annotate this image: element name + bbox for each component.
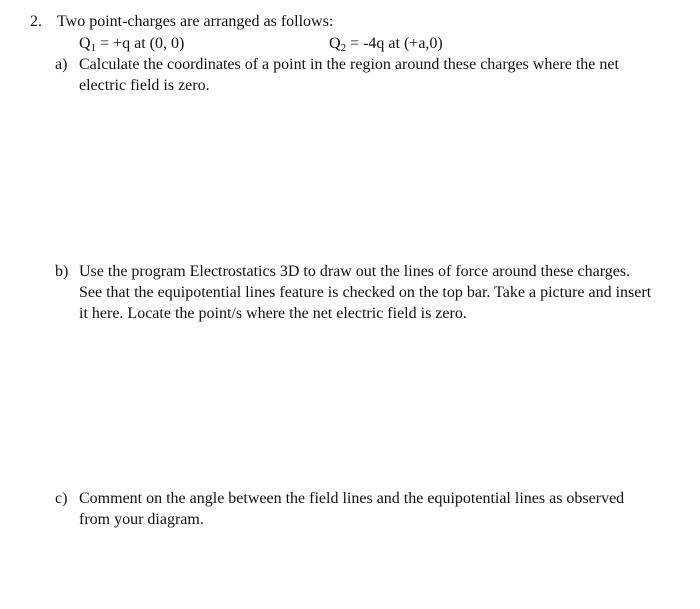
charge-q1-symbol: Q	[79, 35, 91, 52]
charge-q2-expression: = -4q at (+a,0)	[350, 35, 443, 52]
charge-q1	[79, 33, 184, 54]
charge-q1-expression: = +q at (0, 0)	[100, 35, 185, 52]
part-c-line-2: from your diagram.	[79, 511, 204, 528]
part-b-line-2: See that the equipotential lines feature is checked on the top bar. Take a picture and insert	[79, 284, 652, 301]
question-number: 2.	[30, 13, 42, 30]
question-intro: Two point-charges are arranged as follows:	[57, 13, 334, 30]
part-a-label: a)	[55, 56, 68, 73]
part-a-line-2: electric field is zero.	[79, 77, 210, 94]
part-c-label: c)	[55, 490, 68, 507]
charge-q1-subscript: 1	[90, 42, 97, 54]
charge-q2	[329, 33, 443, 54]
part-a-line-1: Calculate the coordinates of a point in the region around these charges where the net	[79, 56, 619, 73]
charge-q2-symbol: Q	[329, 35, 341, 52]
part-b-line-1: Use the program Electrostatics 3D to draw out the lines of force around these charges.	[79, 263, 631, 280]
part-c-line-1: Comment on the angle between the field lines and the equipotential lines as observed	[79, 490, 625, 507]
charge-q2-subscript: 2	[340, 42, 347, 54]
part-b-label: b)	[55, 263, 69, 280]
part-b-line-3: it here. Locate the point/s where the net electric field is zero.	[79, 305, 467, 322]
